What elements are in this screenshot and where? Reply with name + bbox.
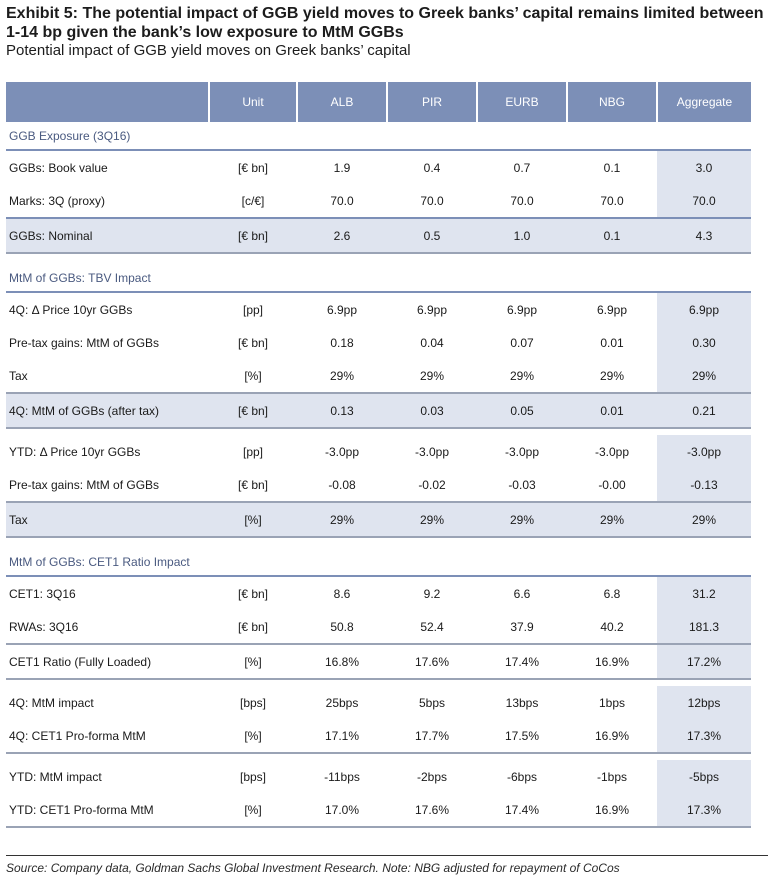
row-label: Tax [9, 368, 28, 383]
value-cell: -0.00 [598, 477, 626, 492]
aggregate-cell: -0.13 [657, 468, 751, 502]
exhibit-title: Exhibit 5: The potential impact of GGB yield moves to Greek banks’ capital remains limited between 1-14 bp given the bank’s low exposure to MtM GGBs [6, 5, 764, 41]
value-cell: 0.5 [387, 218, 477, 253]
value-cell: 16.9% [567, 644, 657, 679]
value-cell: 0.7 [513, 160, 531, 175]
row-unit: [c/€] [209, 184, 297, 218]
aggregate-cell: 0.21 [657, 393, 751, 428]
row-unit: [%] [209, 719, 297, 753]
table-row [6, 184, 751, 218]
value-cell: 0.13 [297, 393, 387, 428]
table-row [6, 686, 751, 719]
value-cell: 8.6 [333, 586, 351, 601]
value-cell: 17.6% [387, 644, 477, 679]
column-header: ALB [297, 82, 387, 122]
value-cell: -3.0pp [504, 444, 540, 459]
column-header: Unit [209, 82, 297, 122]
value-cell: 16.9% [567, 719, 657, 753]
value-cell: 70.0 [387, 184, 477, 218]
value-cell: -6bps [506, 769, 538, 784]
value-cell: 5bps [418, 695, 446, 710]
row-label: YTD: Δ Price 10yr GGBs [9, 444, 141, 459]
row-label: 4Q: Δ Price 10yr GGBs [9, 302, 133, 317]
column-header: EURB [477, 82, 567, 122]
value-cell: 29% [599, 368, 625, 383]
value-cell: 50.8 [330, 619, 354, 634]
row-label: GGBs: Book value [9, 160, 108, 175]
source-note: Source: Company data, Goldman Sachs Global Investment Research. Note: NBG adjusted for repayment of CoCos [6, 855, 768, 875]
value-cell: -0.02 [418, 477, 446, 492]
aggregate-cell: -5bps [657, 760, 751, 793]
value-cell: 1bps [598, 695, 626, 710]
value-cell: -11bps [324, 769, 360, 784]
aggregate-cell: 4.3 [657, 218, 751, 253]
value-cell: 0.01 [567, 393, 657, 428]
value-cell: 0.07 [510, 335, 534, 350]
section-gap [6, 537, 751, 548]
row-gap [6, 428, 751, 435]
table-row [6, 326, 751, 359]
table-row [6, 760, 751, 793]
value-cell: 29% [509, 368, 535, 383]
section-gap [6, 253, 751, 264]
row-unit: [%] [209, 793, 297, 827]
value-cell: 6.6 [513, 586, 531, 601]
section-title: MtM of GGBs: CET1 Ratio Impact [6, 548, 751, 576]
value-cell: 1.9 [333, 160, 351, 175]
row-unit: [%] [209, 644, 297, 679]
row-label: 4Q: CET1 Pro-forma MtM [6, 719, 209, 753]
aggregate-cell: 181.3 [657, 610, 751, 644]
table-row [6, 468, 751, 502]
row-label: YTD: MtM impact [9, 769, 102, 784]
value-cell: 25bps [325, 695, 359, 710]
value-cell: 0.1 [567, 218, 657, 253]
exhibit-header [6, 4, 768, 60]
value-cell: 29% [329, 368, 355, 383]
value-cell: 0.05 [477, 393, 567, 428]
row-label: GGBs: Nominal [6, 218, 209, 253]
section-title-row [6, 264, 751, 292]
value-cell: 29% [387, 502, 477, 537]
row-unit: [%] [244, 368, 262, 383]
table-row [6, 150, 751, 184]
aggregate-cell: 29% [657, 359, 751, 393]
value-cell: 9.2 [423, 586, 441, 601]
table-row [6, 719, 751, 753]
row-gap [6, 679, 751, 686]
table-row [6, 793, 751, 827]
value-cell: 0.1 [603, 160, 621, 175]
table-body [6, 122, 751, 827]
row-label: Pre-tax gains: MtM of GGBs [9, 477, 160, 492]
value-cell: 16.9% [567, 793, 657, 827]
row-label: CET1: 3Q16 [9, 586, 76, 601]
row-unit: [€ bn] [237, 335, 269, 350]
value-cell: 40.2 [600, 619, 624, 634]
value-cell: -0.08 [328, 477, 356, 492]
column-header [6, 82, 209, 122]
value-cell: 0.03 [387, 393, 477, 428]
section-title-row [6, 548, 751, 576]
table-row [6, 435, 751, 468]
value-cell: 6.9pp [506, 302, 538, 317]
value-cell: 52.4 [420, 619, 444, 634]
section-title: MtM of GGBs: TBV Impact [6, 264, 751, 292]
row-unit: [€ bn] [209, 393, 297, 428]
value-cell: 70.0 [567, 184, 657, 218]
table-row [6, 644, 751, 679]
row-unit: [€ bn] [237, 477, 269, 492]
value-cell: 29% [477, 502, 567, 537]
row-label: Tax [6, 502, 209, 537]
row-label: Marks: 3Q (proxy) [6, 184, 209, 218]
value-cell: 17.5% [477, 719, 567, 753]
value-cell: -0.03 [508, 477, 536, 492]
value-cell: 17.7% [387, 719, 477, 753]
value-cell: -3.0pp [324, 444, 360, 459]
table-row [6, 393, 751, 428]
aggregate-cell: 29% [657, 502, 751, 537]
value-cell: 2.6 [297, 218, 387, 253]
row-label: Pre-tax gains: MtM of GGBs [9, 335, 160, 350]
value-cell: -3.0pp [414, 444, 450, 459]
value-cell: 17.0% [297, 793, 387, 827]
table-row [6, 502, 751, 537]
value-cell: 70.0 [297, 184, 387, 218]
row-unit: [€ bn] [237, 619, 269, 634]
aggregate-cell: 0.30 [657, 326, 751, 359]
value-cell: 6.8 [603, 586, 621, 601]
table-row [6, 218, 751, 253]
row-unit: [€ bn] [209, 218, 297, 253]
aggregate-cell: 31.2 [657, 576, 751, 610]
value-cell: -1bps [596, 769, 628, 784]
row-label: 4Q: MtM of GGBs (after tax) [6, 393, 209, 428]
row-gap [6, 753, 751, 760]
aggregate-cell: 17.2% [657, 644, 751, 679]
value-cell: 6.9pp [326, 302, 358, 317]
value-cell: 37.9 [510, 619, 534, 634]
value-cell: 70.0 [477, 184, 567, 218]
row-unit: [€ bn] [237, 586, 269, 601]
value-cell: 17.6% [387, 793, 477, 827]
row-label: YTD: CET1 Pro-forma MtM [6, 793, 209, 827]
table-row [6, 292, 751, 326]
value-cell: 17.4% [477, 644, 567, 679]
value-cell: 17.4% [477, 793, 567, 827]
value-cell: 29% [567, 502, 657, 537]
value-cell: 17.1% [297, 719, 387, 753]
row-unit: [%] [209, 502, 297, 537]
aggregate-cell: 17.3% [657, 719, 751, 753]
value-cell: -2bps [416, 769, 448, 784]
value-cell: 1.0 [477, 218, 567, 253]
column-header: Aggregate [657, 82, 751, 122]
column-header: NBG [567, 82, 657, 122]
value-cell: 6.9pp [416, 302, 448, 317]
table-header-row [6, 82, 751, 122]
row-unit: [pp] [242, 302, 263, 317]
value-cell: 29% [419, 368, 445, 383]
row-unit: [€ bn] [237, 160, 269, 175]
aggregate-cell: 70.0 [657, 184, 751, 218]
value-cell: 29% [297, 502, 387, 537]
aggregate-cell: 17.3% [657, 793, 751, 827]
value-cell: -3.0pp [594, 444, 630, 459]
aggregate-cell: -3.0pp [657, 435, 751, 468]
table-row [6, 359, 751, 393]
row-label: CET1 Ratio (Fully Loaded) [6, 644, 209, 679]
value-cell: 16.8% [297, 644, 387, 679]
row-unit: [bps] [239, 695, 266, 710]
value-cell: 0.01 [600, 335, 624, 350]
aggregate-cell: 12bps [657, 686, 751, 719]
value-cell: 0.4 [423, 160, 441, 175]
row-label: 4Q: MtM impact [9, 695, 94, 710]
row-label: RWAs: 3Q16 [9, 619, 79, 634]
row-unit: [bps] [239, 769, 266, 784]
column-header: PIR [387, 82, 477, 122]
row-unit: [pp] [242, 444, 263, 459]
value-cell: 6.9pp [596, 302, 628, 317]
value-cell: 0.18 [330, 335, 354, 350]
value-cell: 0.04 [420, 335, 444, 350]
section-title: GGB Exposure (3Q16) [6, 122, 751, 150]
capital-impact-table [6, 82, 751, 828]
value-cell: 13bps [505, 695, 539, 710]
table-row [6, 610, 751, 644]
section-title-row [6, 122, 751, 150]
table-row [6, 576, 751, 610]
aggregate-cell: 3.0 [657, 150, 751, 184]
aggregate-cell: 6.9pp [657, 292, 751, 326]
exhibit-subtitle: Potential impact of GGB yield moves on Greek banks’ capital [6, 42, 411, 59]
